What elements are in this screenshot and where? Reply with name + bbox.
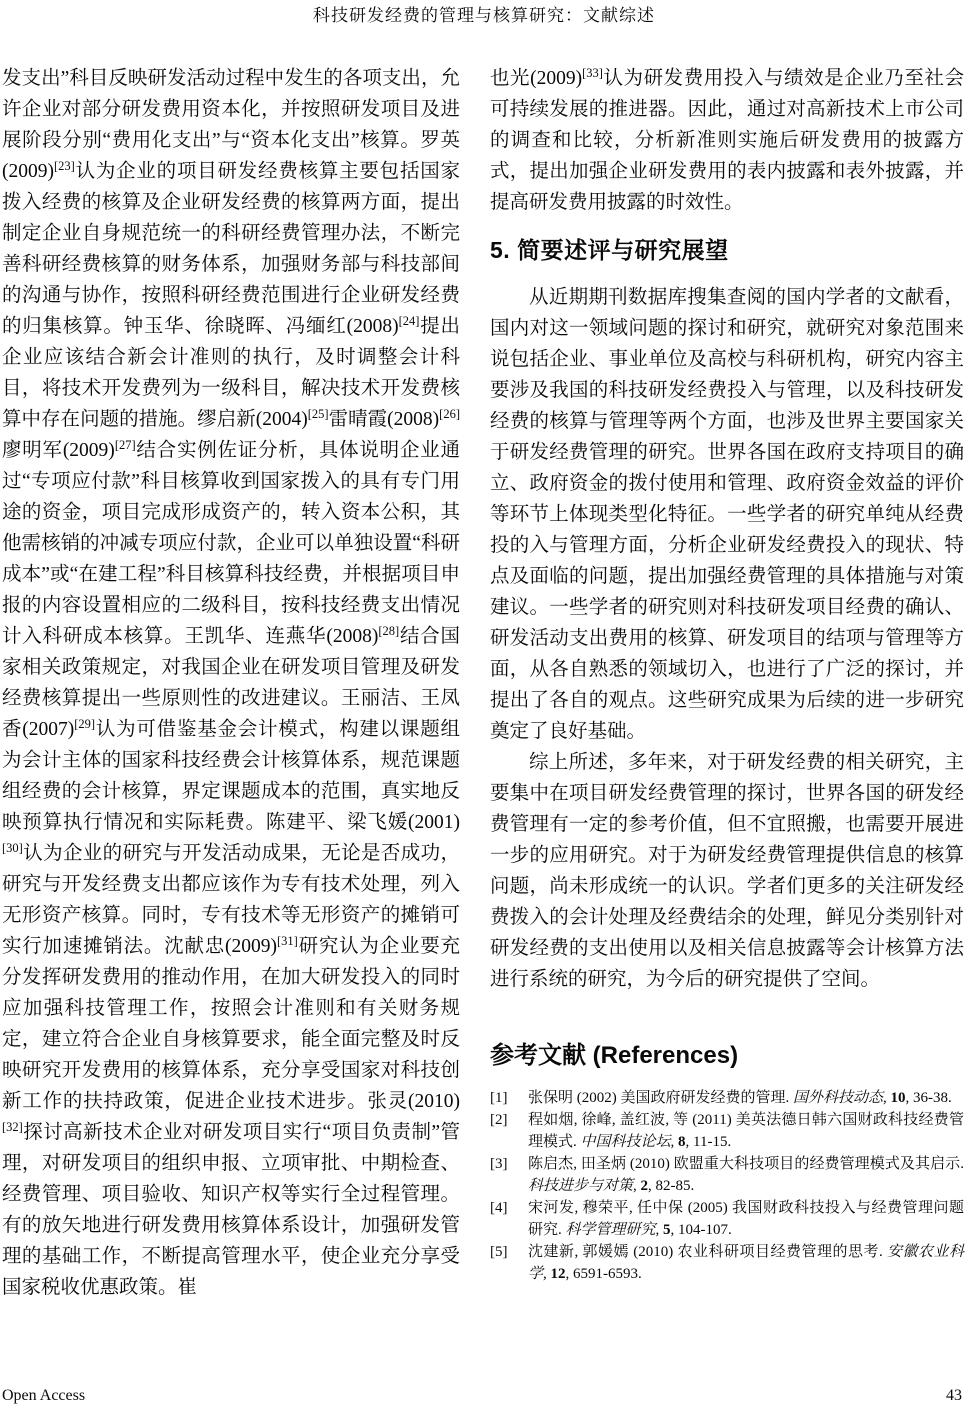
citation-superscript: [29] [74,717,96,731]
text-segment: 安徽农业科学 [528,1244,964,1282]
citation-superscript: [23] [54,159,75,173]
footer-open-access-label: Open Access [2,1387,86,1404]
review-paragraph-2 [490,747,964,995]
reference-number: [1] [490,1090,508,1106]
text-segment: 研究认为企业要充分发挥研发费用的推动作用，在加大研发投入的同时应加强科技管理工作，按照会计准则和有关财务规定，建立符合企业自身核算要求，能全面完整及时反映研究开发费用的核算体系，充分享受国家对科技创新工作的扶持政策，促进企业技术进步。张灵(2010) [2,936,460,1112]
reference-text [528,1087,964,1109]
text-segment: 国外科技动态 [793,1090,884,1106]
reference-item [490,1241,964,1285]
reference-text [528,1197,964,1241]
text-segment: 结合实例佐证分析，具体说明企业通过“专项应付款”科目核算收到国家拨入的具有专门用途的资金，项目完成形成资产的，转入资本公积，其他需核销的冲减专项应付款，企业可以单独设置“科研成本”或“在建工程”科目核算科技经费，并根据项目申报的内容设置相应的二级科目，按科技经费支出情况计入科研成本核算。王凯华、连燕华(2008) [2,440,460,647]
text-segment: , 6591-6593. [565,1266,642,1282]
left-column [2,63,460,1303]
citation-superscript: [27] [114,438,136,452]
citation-superscript: [31] [276,934,298,948]
reference-item [490,1087,964,1109]
citation-superscript: [33] [582,66,603,80]
text-segment: 发支出”科目反映研发活动过程中发生的各项支出，允许企业对部分研发费用资本化，并按照研发项目及进展阶段分别“费用化支出”与“资本化支出”核算。罗英(2009) [2,68,460,182]
text-segment: 中国科技论坛 [580,1134,671,1150]
citation-superscript: [32] [2,1120,23,1134]
text-segment: 也光(2009) [490,68,583,89]
reference-text [528,1153,964,1197]
text-segment: , [883,1090,891,1106]
text-segment: 认为企业的项目研发经费核算主要包括国家拨入经费的核算及企业研发经费的核算两方面，提出制定企业自身规范统一的科研经费管理办法，不断完善科研经费核算的财务体系，加强财务部与科技部间的沟通与协作，按照科研经费范围进行企业研发经费的归集核算。钟玉华、徐晓晖、冯缅红(2008) [2,161,460,337]
text-segment: 程如烟, 徐峰, 盖红波, 等 (2011) 美英法德日韩六国财政科技经费管理模式. [528,1112,964,1150]
text-segment: 12 [550,1266,566,1282]
reference-number: [3] [490,1156,508,1172]
right-column [490,63,964,1303]
reference-item [490,1153,964,1197]
reference-number: [5] [490,1244,508,1260]
text-segment: 认为企业的研究与开发活动成果，无论是否成功，研究与开发经费支出都应该作为专有技术处理，列入无形资产核算。同时，专有技术等无形资产的摊销可实行加速摊销法。沈献忠(2009) [2,843,460,957]
text-segment: 张保明 (2002) 美国政府研发经费的管理. [528,1090,793,1106]
text-segment: 科学管理研究 [565,1222,656,1238]
text-segment: 8 [678,1134,686,1150]
text-segment: 认为研发费用投入与绩效是企业乃至社会可持续发展的推进器。因此，通过对高新技术上市公司的调查和比较，分析新准则实施后研发费用的披露方式，提出加强企业研发费用的表内披露和表外披露，并提高研发费用披露的时效性。 [490,68,964,213]
text-segment: , [543,1266,551,1282]
text-segment: 综上所述，多年来，对于研发经费的相关研究，主要集中在项目研发经费管理的探讨，世界各国的研发经费管理有一定的参考价值，但不宜照搬，也需要开展进一步的应用研究。对于为研发经费管理提供信息的核算问题，尚未形成统一的认识。学者们更多的关注研发经费拨入的会计处理及经费结余的处理，鲜见分类别针对研发经费的支出使用以及相关信息披露等会计核算方法进行系统的研究，为今后的研究提供了空间。 [490,752,964,990]
citation-superscript: [26] [439,407,460,421]
citation-superscript: [24] [398,314,420,328]
text-segment: 宋河发, 穆荣平, 任中保 (2005) 我国财政科技投入与经费管理问题研究. [528,1200,964,1238]
reference-number: [4] [490,1200,508,1216]
page-header-title: 科技研发经费的管理与核算研究：文献综述 [313,6,655,25]
text-segment: , [670,1134,679,1150]
text-segment: 10 [890,1090,906,1106]
text-segment: 陈启杰, 田圣炳 (2010) 欧盟重大科技项目的经费管理模式及其启示. [528,1156,964,1172]
reference-item [490,1197,964,1241]
text-segment: 5 [663,1222,671,1238]
right-column-continuation-paragraph [490,63,964,218]
reference-item [490,1109,964,1153]
text-segment: 从近期期刊数据库搜集查阅的国内学者的文献看，国内对这一领域问题的探讨和研究，就研究对象范围来说包括企业、事业单位及高校与科研机构，研究内容主要涉及我国的科技研发经费投入与管理，以及科技研发经费的核算与管理等两个方面，也涉及世界主要国家关于研发经费管理的研究。世界各国在政府支持项目的确立、政府资金的拨付使用和管理、政府资金效益的评价等环节上体现类型化特征。一些学者的研究单纯从经费投的入与管理方面，分析企业研发经费投入的现状、特点及面临的问题，提出加强经费管理的具体措施与对策建议。一些学者的研究则对科技研发项目经费的确认、研发活动支出费用的核算、研发项目的结项与管理等方面，从各自熟悉的领域切入，也进行了广泛的探讨，并提出了各自的观点。这些研究成果为后续的进一步研究奠定了良好基础。 [490,287,964,742]
page-footer [2,1386,962,1406]
text-segment: , 36-38. [905,1090,952,1106]
citation-superscript: [30] [2,841,23,855]
text-segment: 结合国家相关政策规定，对我国企业在研发项目管理及研发经费核算提出一些原则性的改进建议。王丽洁、王凤香(2007) [2,626,460,740]
text-segment: , 82-85. [648,1178,695,1194]
references-list [490,1087,964,1285]
reference-text [528,1241,964,1285]
text-segment: , [633,1178,641,1194]
reference-number: [2] [490,1112,508,1128]
references-heading: 参考文献 (References) [490,1042,739,1069]
section-heading-review-outlook: 5. 简要述评与研究展望 [490,237,729,263]
text-segment: , 104-107. [670,1222,732,1238]
text-segment: 廖明军(2009) [2,440,115,461]
text-segment: 提出企业应该结合新会计准则的执行，及时调整会计科目，将技术开发费列为一级科目，解决技术开发费核算中存在问题的措施。缪启新(2004) [2,316,460,430]
text-segment: , [655,1222,664,1238]
text-segment: 雷晴霞(2008) [328,409,440,430]
review-paragraph-1 [490,282,964,747]
citation-superscript: [28] [378,624,400,638]
text-segment: , 11-15. [685,1134,732,1150]
text-segment: 沈建新, 郭媛嫣 (2010) 农业科研项目经费管理的思考. [528,1244,887,1260]
two-column-body [2,63,966,1303]
text-segment: 认为可借鉴基金会计模式，构建以课题组为会计主体的国家科技经费会计核算体系，规范课题组经费的会计核算，界定课题成本的范围，真实地反映预算执行情况和实际耗费。陈建平、梁飞媛(2001) [2,719,460,833]
reference-text [528,1109,964,1153]
text-segment: 2 [640,1178,649,1194]
footer-page-number: 43 [946,1387,962,1404]
text-segment: 科技进步与对策 [528,1178,634,1194]
left-column-paragraph [2,63,460,1303]
citation-superscript: [25] [307,407,329,421]
text-segment: 探讨高新技术企业对研发项目实行“项目负责制”管理，对研发项目的组织申报、立项审批、中期检查、经费管理、项目验收、知识产权等实行全过程管理。有的放矢地进行研发费用核算体系设计，加强研发管理的基础工作，不断提高管理水平，使企业充分享受国家税收优惠政策。崔 [2,1122,460,1298]
